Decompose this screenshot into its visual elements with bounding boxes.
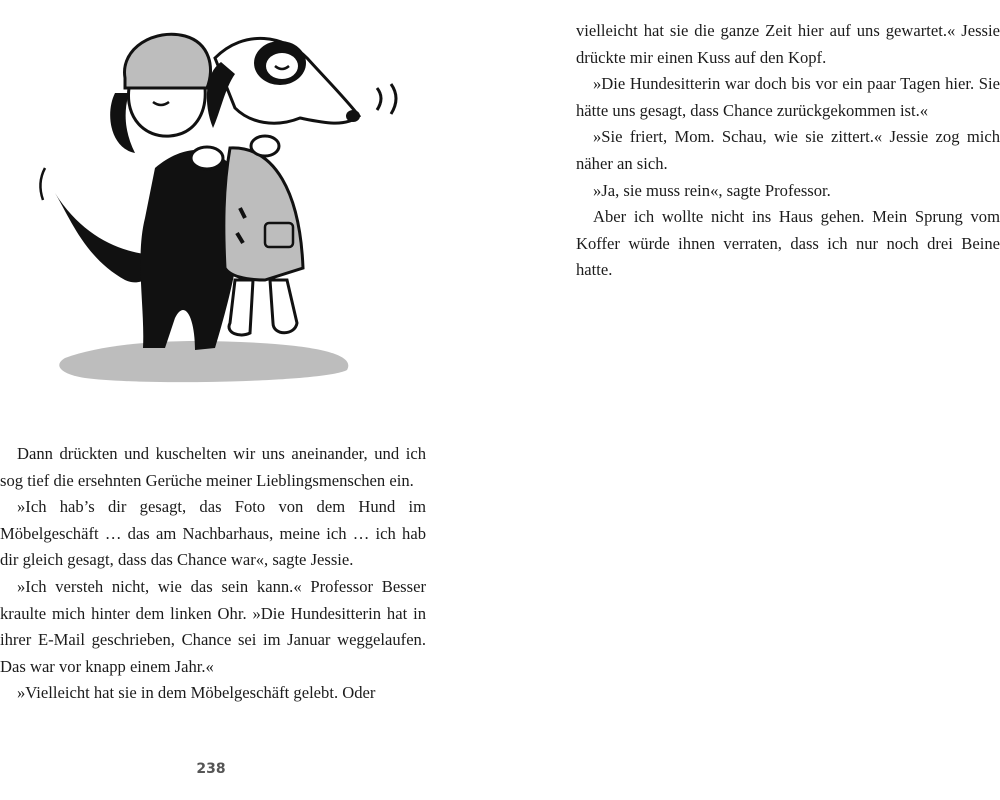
paragraph: »Vielleicht hat sie in dem Möbelgeschäft gelebt. Oder	[17, 683, 376, 703]
right-text	[576, 18, 1000, 284]
paragraph: »Sie friert, Mom. Schau, wie sie zittert.« Jessie zog mich näher an sich.	[576, 127, 1000, 173]
paragraph: »Ich hab’s dir gesagt, das Foto von dem Hund im Möbelgeschäft … das am Nachbarhaus, meine ich … ich hab dir gleich gesagt, dass das Chance war«, sagte Jessie.	[0, 497, 426, 570]
paragraph: »Die Hundesitterin war doch bis vor ein paar Tagen hier. Sie hätte uns gesagt, dass Chance zurückgekommen ist.«	[576, 74, 1000, 120]
page-number: 238	[196, 761, 226, 777]
paragraph: Dann drückten und kuschelten wir uns aneinander, und ich sog tief die ersehnten Gerüche meiner Lieblingsmenschen ein.	[0, 444, 426, 490]
left-text	[0, 441, 426, 707]
girl-hugging-dog-illustration	[25, 18, 405, 388]
right-page	[500, 0, 1000, 800]
paragraph: »Ich versteh nicht, wie das sein kann.« Professor Besser kraulte mich hinter dem linken Ohr. »Die Hundesitterin hat in ihrer E-Mail geschrieben, Chance sei im Januar weggelaufen. Das war vor knapp einem Jahr.«	[0, 576, 426, 676]
paragraph: »Ja, sie muss rein«, sagte Professor.	[593, 180, 831, 200]
paragraph: Aber ich wollte nicht ins Haus gehen. Mein Sprung vom Koffer würde ihnen verraten, dass ich nur noch drei Beine hatte.	[576, 207, 1000, 280]
paragraph-continuation: vielleicht hat sie die ganze Zeit hier auf uns gewartet.« Jessie drückte mir einen Kuss auf den Kopf.	[576, 21, 1000, 67]
